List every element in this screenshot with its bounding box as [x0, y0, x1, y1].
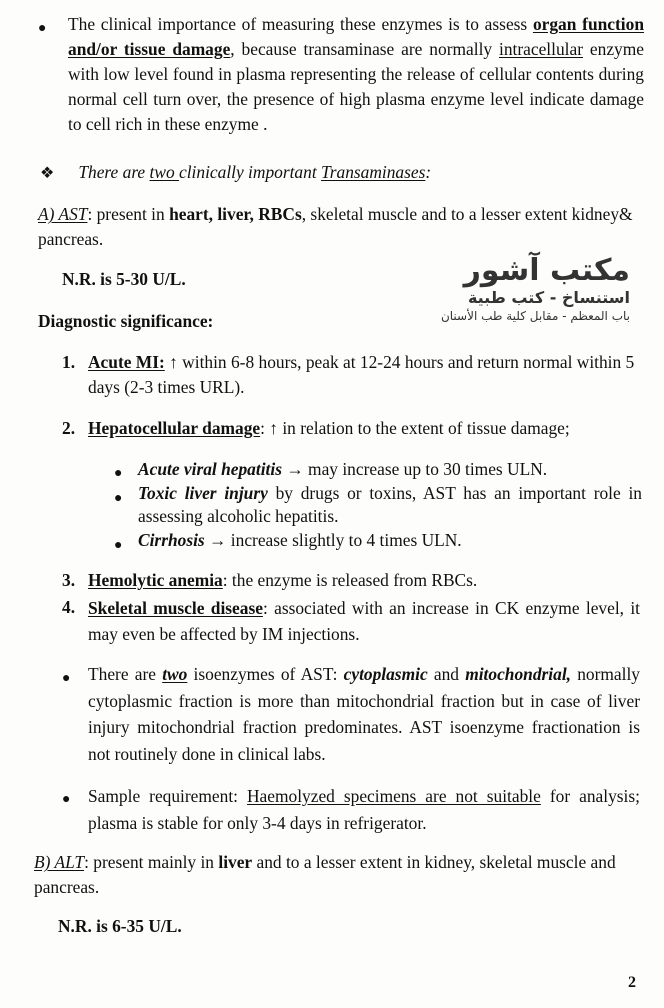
iso-text-2: isoenzymes of AST: [187, 664, 344, 684]
acute-mi-text: ↑ within 6-8 hours, peak at 12-24 hours and return normal within 5 days (2-3 times URL). [88, 352, 635, 397]
item-skeletal-muscle [88, 595, 640, 647]
heading-transaminases: Transaminases [321, 162, 426, 182]
alt-normal-range: N.R. is 6-35 U/L. [58, 916, 182, 936]
cirrhosis-text: → increase slightly to 4 times ULN. [204, 530, 462, 550]
item-hemolytic-anemia [88, 568, 644, 593]
item-hepatocellular [88, 416, 644, 441]
intro-text-2: , because transaminase are normally [230, 39, 499, 59]
bullet-dot-icon: ● [38, 21, 47, 36]
alt-liver: liver [218, 852, 253, 872]
stamp-line-3: باب المعظم - مقابل كلية طب الأسنان [440, 309, 630, 323]
alt-text-1: : present mainly in [84, 852, 219, 872]
item-number-2: 2. [62, 418, 76, 438]
sample-text-1: Sample requirement: [88, 786, 247, 806]
stamp-line-1: مكتب آشور [463, 253, 630, 288]
sub-bullet-icon: ● [114, 538, 123, 553]
iso-cytoplasmic: cytoplasmic [343, 664, 428, 684]
cirrhosis-title: Cirrhosis [138, 530, 205, 550]
ast-text-1: : present in [87, 204, 170, 224]
item-number-1: 1. [62, 352, 76, 372]
bullet-dot-icon: ● [62, 671, 71, 686]
stamp-line-2: استنساخ - كتب طبية [467, 288, 630, 307]
acute-viral-title: Acute viral hepatitis [138, 459, 282, 479]
ast-normal-range: N.R. is 5-30 U/L. [62, 269, 186, 289]
hepatocellular-text: : ↑ in relation to the extent of tissue damage; [260, 418, 570, 438]
iso-text-4: normally cytoplasmic fraction is more than mitochondrial fraction but in case of liver injury mitochondrial fraction predominates. AST isoenzyme fractionation is not routinely done in clinical labs. [88, 664, 641, 764]
iso-two: two [162, 664, 188, 684]
heading-two: two [149, 162, 179, 182]
toxic-liver-title: Toxic liver injury [138, 483, 268, 503]
alt-paragraph [34, 850, 640, 900]
intro-text-1: The clinical importance of measuring these enzymes is to assess [68, 14, 533, 34]
heading-colon: : [425, 162, 432, 182]
alt-text-2: and to a lesser extent in kidney, skeletal muscle and pancreas. [34, 852, 616, 897]
diagnostic-significance-heading: Diagnostic significance: [38, 311, 214, 331]
sub-toxic-liver-injury [138, 482, 642, 528]
intro-intracellular: intracellular [499, 39, 584, 59]
acute-mi-title: Acute MI: [88, 352, 165, 372]
ast-text-2: , skeletal muscle and to a lesser extent kidney& pancreas. [38, 204, 633, 249]
iso-mitochondrial: mitochondrial, [465, 664, 572, 684]
item-number-3: 3. [62, 570, 76, 590]
sub-bullet-icon: ● [114, 491, 123, 506]
iso-text-3: and [427, 664, 466, 684]
skeletal-title: Skeletal muscle disease [88, 598, 263, 618]
ast-paragraph [38, 202, 644, 252]
toxic-liver-text: by drugs or toxins, AST has an important role in assessing alcoholic hepatitis. [138, 483, 642, 526]
heading-text-1: There are [78, 162, 150, 182]
hemolytic-title: Hemolytic anemia [88, 570, 223, 590]
transaminases-heading [40, 160, 640, 186]
isoenzymes-paragraph [88, 661, 640, 767]
skeletal-text: : associated with an increase in CK enzyme level, it may even be affected by IM injections. [88, 598, 640, 644]
heading-text-3: clinically important [179, 162, 322, 182]
diamond-bullet-icon: ❖ [40, 165, 55, 182]
sub-bullet-icon: ● [114, 466, 123, 481]
bullet-dot-icon: ● [62, 792, 71, 807]
hepatocellular-title: Hepatocellular damage [88, 418, 261, 438]
iso-text-1: There are [88, 664, 163, 684]
item-acute-mi [88, 350, 644, 400]
sample-requirement-paragraph [88, 783, 640, 837]
sample-haemolyzed-warning: Haemolyzed specimens are not suitable [247, 786, 541, 806]
intro-organ-function: organ function and/or tissue damage [68, 14, 644, 59]
intro-paragraph [68, 12, 644, 137]
alt-label: B) ALT [34, 852, 85, 872]
sample-text-2: for analysis; plasma is stable for only 3-4 days in refrigerator. [88, 786, 640, 833]
intro-text-3: enzyme with low level found in plasma representing the release of cellular contents during normal cell turn over, the presence of high plasma enzyme level indicate damage to cell rich in these enzyme . [68, 39, 644, 134]
item-number-4: 4. [62, 597, 76, 617]
page-number: 2 [628, 974, 636, 991]
acute-viral-text: → may increase up to 30 times ULN. [281, 459, 548, 479]
ast-organs: heart, liver, RBCs [169, 204, 302, 224]
hemolytic-text: : the enzyme is released from RBCs. [222, 570, 478, 590]
shop-stamp-watermark [410, 254, 630, 334]
ast-label: A) AST [38, 204, 88, 224]
sub-acute-viral-hepatitis [138, 457, 644, 482]
sub-cirrhosis [138, 528, 644, 553]
